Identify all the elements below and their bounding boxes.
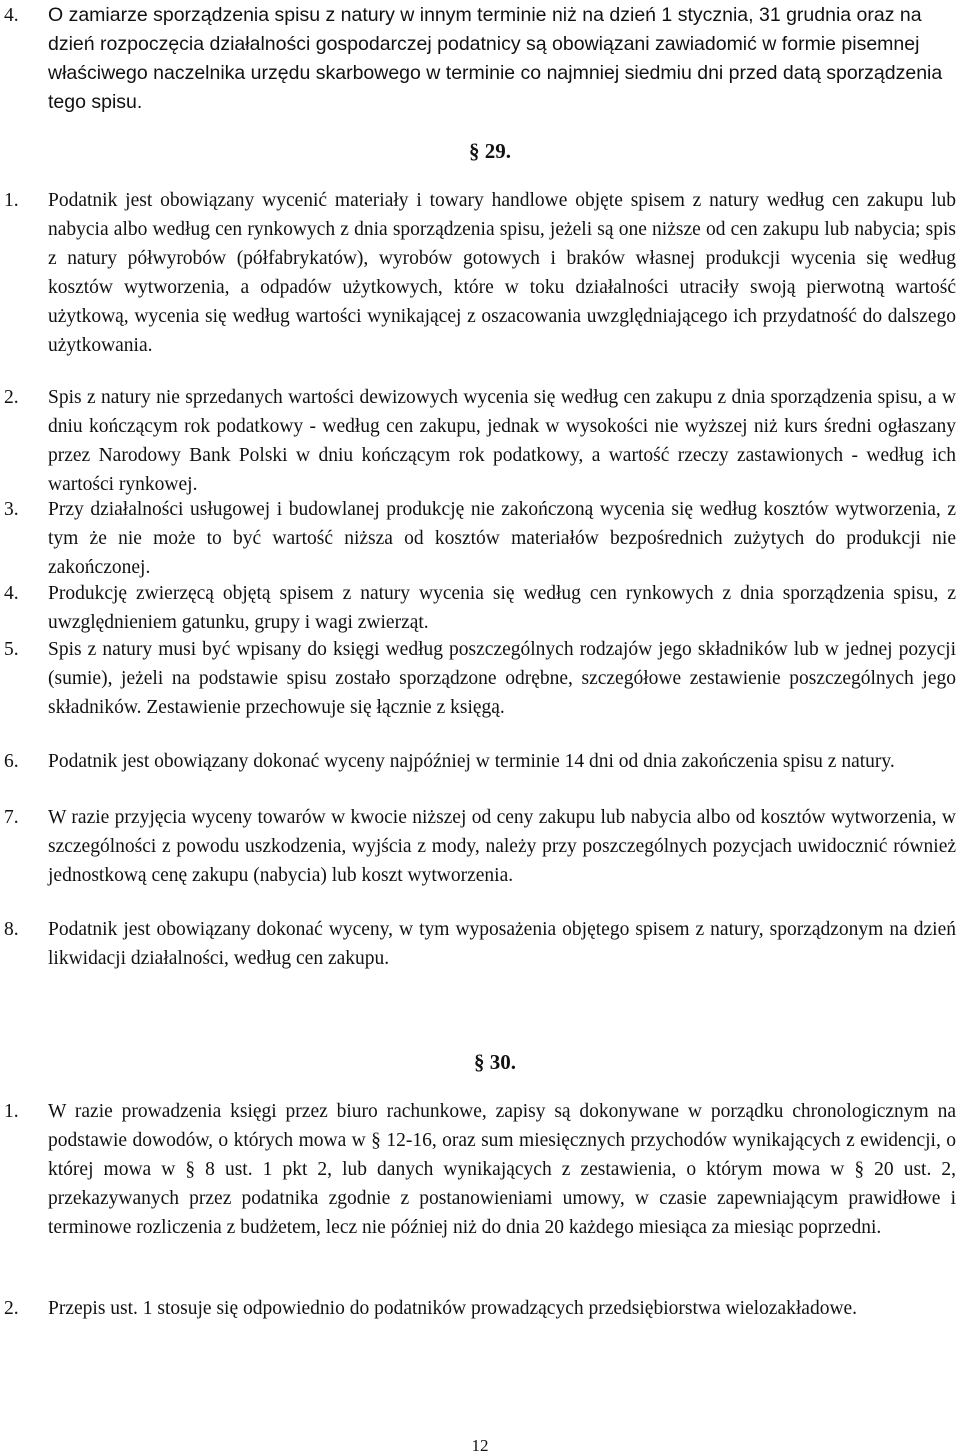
item-number: 1. bbox=[4, 1101, 19, 1122]
item-number: 2. bbox=[4, 1298, 19, 1319]
list-item bbox=[4, 747, 956, 776]
list-item bbox=[4, 1294, 956, 1323]
item-text: Przy działalności usługowej i budowlanej produkcję nie zakończoną wycenia się według kosztów wytworzenia, z tym że nie może to być wartość niższa od kosztów materiałów bezpośrednich zużytych do produkcji nie zakończonej. bbox=[48, 499, 956, 578]
page-number: 12 bbox=[471, 1436, 489, 1455]
paragraph-symbol: § bbox=[469, 139, 480, 163]
item-text: Przepis ust. 1 stosuje się odpowiednio do podatników prowadzących przedsiębiorstwa wielozakładowe. bbox=[48, 1298, 858, 1319]
item-text: W razie przyjęcia wyceny towarów w kwocie niższej od ceny zakupu lub nabycia albo od kosztów wytworzenia, w szczególności z powodu uszkodzenia, wyjścia z mody, należy przy poszczególnych pozycjach uwidocznić również jednostkową cenę zakupu (nabycia) lub koszt wytworzenia. bbox=[48, 807, 956, 886]
section-number: 29. bbox=[484, 139, 511, 163]
section-heading-30 bbox=[474, 1047, 674, 1077]
list-item bbox=[4, 635, 956, 722]
item-text: Podatnik jest obowiązany dokonać wyceny, w tym wyposażenia objętego spisem z natury, sporządzonym na dzień likwidacji działalności, według cen zakupu. bbox=[48, 919, 956, 969]
item-number: 1. bbox=[4, 190, 19, 211]
item-number: 3. bbox=[4, 499, 19, 520]
top-list-item bbox=[4, 1, 956, 117]
list-item bbox=[4, 186, 956, 360]
item-number: 4. bbox=[4, 583, 19, 604]
item-text: Spis z natury musi być wpisany do księgi według poszczególnych rodzajów jego składników lub w jednej pozycji (sumie), jeżeli na podstawie spisu zostało sporządzone odrębne, szczegółowe zestawienie poszczególnych jego składników. Zestawienie przechowuje się łącznie z księgą. bbox=[48, 639, 956, 718]
item-number: 5. bbox=[4, 639, 19, 660]
item-text: Podatnik jest obowiązany dokonać wyceny najpóźniej w terminie 14 dni od dnia zakończenia spisu z natury. bbox=[48, 751, 895, 772]
list-item bbox=[4, 495, 956, 582]
list-item bbox=[4, 1097, 956, 1242]
list-item bbox=[4, 803, 956, 890]
item-text: O zamiarze sporządzenia spisu z natury w innym terminie niż na dzień 1 stycznia, 31 grudnia oraz na dzień rozpoczęcia działalności gospodarczej podatnicy są obowiązani zawiadomić w formie pisemnej właściwego naczelnika urzędu skarbowego w terminie co najmniej siedmiu dni przed datą sporządzenia tego spisu. bbox=[48, 4, 943, 113]
item-number: 2. bbox=[4, 387, 19, 408]
item-text: Produkcję zwierzęcą objętą spisem z natury wycenia się według cen rynkowych z dnia sporządzenia spisu, z uwzględnieniem gatunku, grupy i wagi zwierząt. bbox=[48, 583, 956, 633]
item-number: 7. bbox=[4, 807, 19, 828]
item-number: 8. bbox=[4, 919, 19, 940]
list-item bbox=[4, 579, 956, 637]
section-heading-29 bbox=[469, 136, 669, 166]
item-text: Spis z natury nie sprzedanych wartości dewizowych wycenia się według cen zakupu z dnia sporządzenia spisu, a w dniu kończącym rok podatkowy - według cen zakupu, jednak w wysokości nie wyższej niż kurs średni ogłaszany przez Narodowy Bank Polski w dniu kończącym rok podatkowy, a wartość rzeczy zastawionych - według ich wartości rynkowej. bbox=[48, 387, 956, 495]
list-item bbox=[4, 915, 956, 973]
section-number: 30. bbox=[489, 1050, 516, 1074]
item-text: Podatnik jest obowiązany wycenić materiały i towary handlowe objęte spisem z natury według cen zakupu lub nabycia albo według cen rynkowych z dnia sporządzenia spisu, jeżeli są one niższe od cen zakupu lub nabycia; spis z natury półwyrobów (półfabrykatów), wyrobów gotowych i braków własnej produkcji wycenia się według kosztów wytworzenia, a odpadów użytkowych, które w toku działalności utraciły swoją pierwotną wartość użytkową, wycenia się według wartości wynikającej z oszacowania uwzględniającego ich przydatność do dalszego użytkowania. bbox=[48, 190, 956, 356]
item-text: W razie prowadzenia księgi przez biuro rachunkowe, zapisy są dokonywane w porządku chronologicznym na podstawie dowodów, o których mowa w § 12-16, oraz sum miesięcznych przychodów wynikających z ewidencji, o której mowa w § 8 ust. 1 pkt 2, lub danych wynikających z zestawienia, o którym mowa w § 20 ust. 2, przekazywanych przez podatnika zgodnie z postanowieniami umowy, w czasie zapewniającym prawidłowe i terminowe rozliczenia z budżetem, lecz nie później niż do dnia 20 każdego miesiąca za miesiąc poprzedni. bbox=[48, 1101, 956, 1238]
item-number: 6. bbox=[4, 751, 19, 772]
list-item bbox=[4, 383, 956, 499]
item-number: 4. bbox=[4, 5, 19, 26]
paragraph-symbol: § bbox=[474, 1050, 485, 1074]
